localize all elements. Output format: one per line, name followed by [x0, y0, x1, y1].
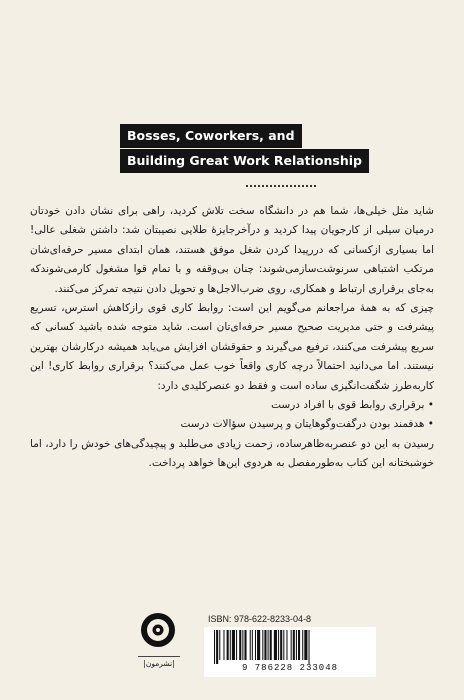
barcode — [204, 627, 376, 677]
publisher-name: |نشرمون| — [138, 656, 180, 668]
paragraph-1: شاید مثل خیلی‌ها، شما هم در دانشگاه سخت تلاش کردید، راهی برای نشان دادن خودتان درمیان سیلی از کارجویان پیدا کردید و درآخرجایزهٔ طلایی نصیبتان شد: داشتن شغلی عالی! اما بسیاری ازکسانی که دررپیدا کردن شغل موفق هستند، همان ابتدای مسیر حرفه‌ای‌شان مرتکب اشتباهی سرنوشت‌سازمی‌شوند: چنان بی‌وقفه و با تمام قوا مشغول کارمی‌شوندکه به‌جای برقراری ارتباط و همکاری، روی ضرب‌الاجل‌ها و تحویل دادن نتیجه تمرکز می‌کنند. — [30, 205, 434, 295]
barcode-bars — [210, 630, 370, 664]
book-title — [120, 124, 362, 173]
isbn-text: ISBN: 978-622-8233-04-8 — [208, 614, 312, 624]
bullet-item-1: • برقراری روابط قوی با افراد درست — [271, 399, 434, 412]
paragraph-2: چیزی که به همهٔ مراجعانم می‌گویم این است: روابط کاری قوی رازکاهش استرس، تسریع پیشرفت و حتی مدیریت صحیح مسیر حرفه‌ای‌تان است. شاید متوجه شده باشید کسانی که سریع پیشرفت می‌کنند، ترفیع می‌گیرند و حقوقشان افزایش می‌یابد همیشه درکارشان بهترین نیستند. اما می‌دانید احتمالاً درچه کاری واقعاً خوب عمل می‌کنند؟ برقراری روابط کاری! این کاربه‌طرز شگفت‌انگیزی ساده است و فقط دو عنصرکلیدی دارد: — [30, 302, 434, 392]
title-line-1: Bosses, Coworkers, and — [120, 124, 302, 148]
barcode-number: 9 786228 233048 — [241, 663, 338, 673]
paragraph-3: رسیدن به این دو عنصربه‌ظاهرساده، زحمت زیادی می‌طلبد و پیچیدگی‌های خودش را دارد، اما خوشبختانه این کتاب به‌طورمفصل به هردوی این‌ها خواهد پرداخت. — [30, 437, 434, 470]
publisher-logo-icon — [140, 612, 176, 648]
bullet-item-2: • هدفمند بودن درگفت‌وگوهایتان و پرسیدن سؤالات درست — [180, 418, 434, 431]
dotted-divider — [246, 185, 316, 187]
back-cover-blurb — [30, 202, 434, 474]
title-line-2: Building Great Work Relationship — [120, 149, 369, 173]
